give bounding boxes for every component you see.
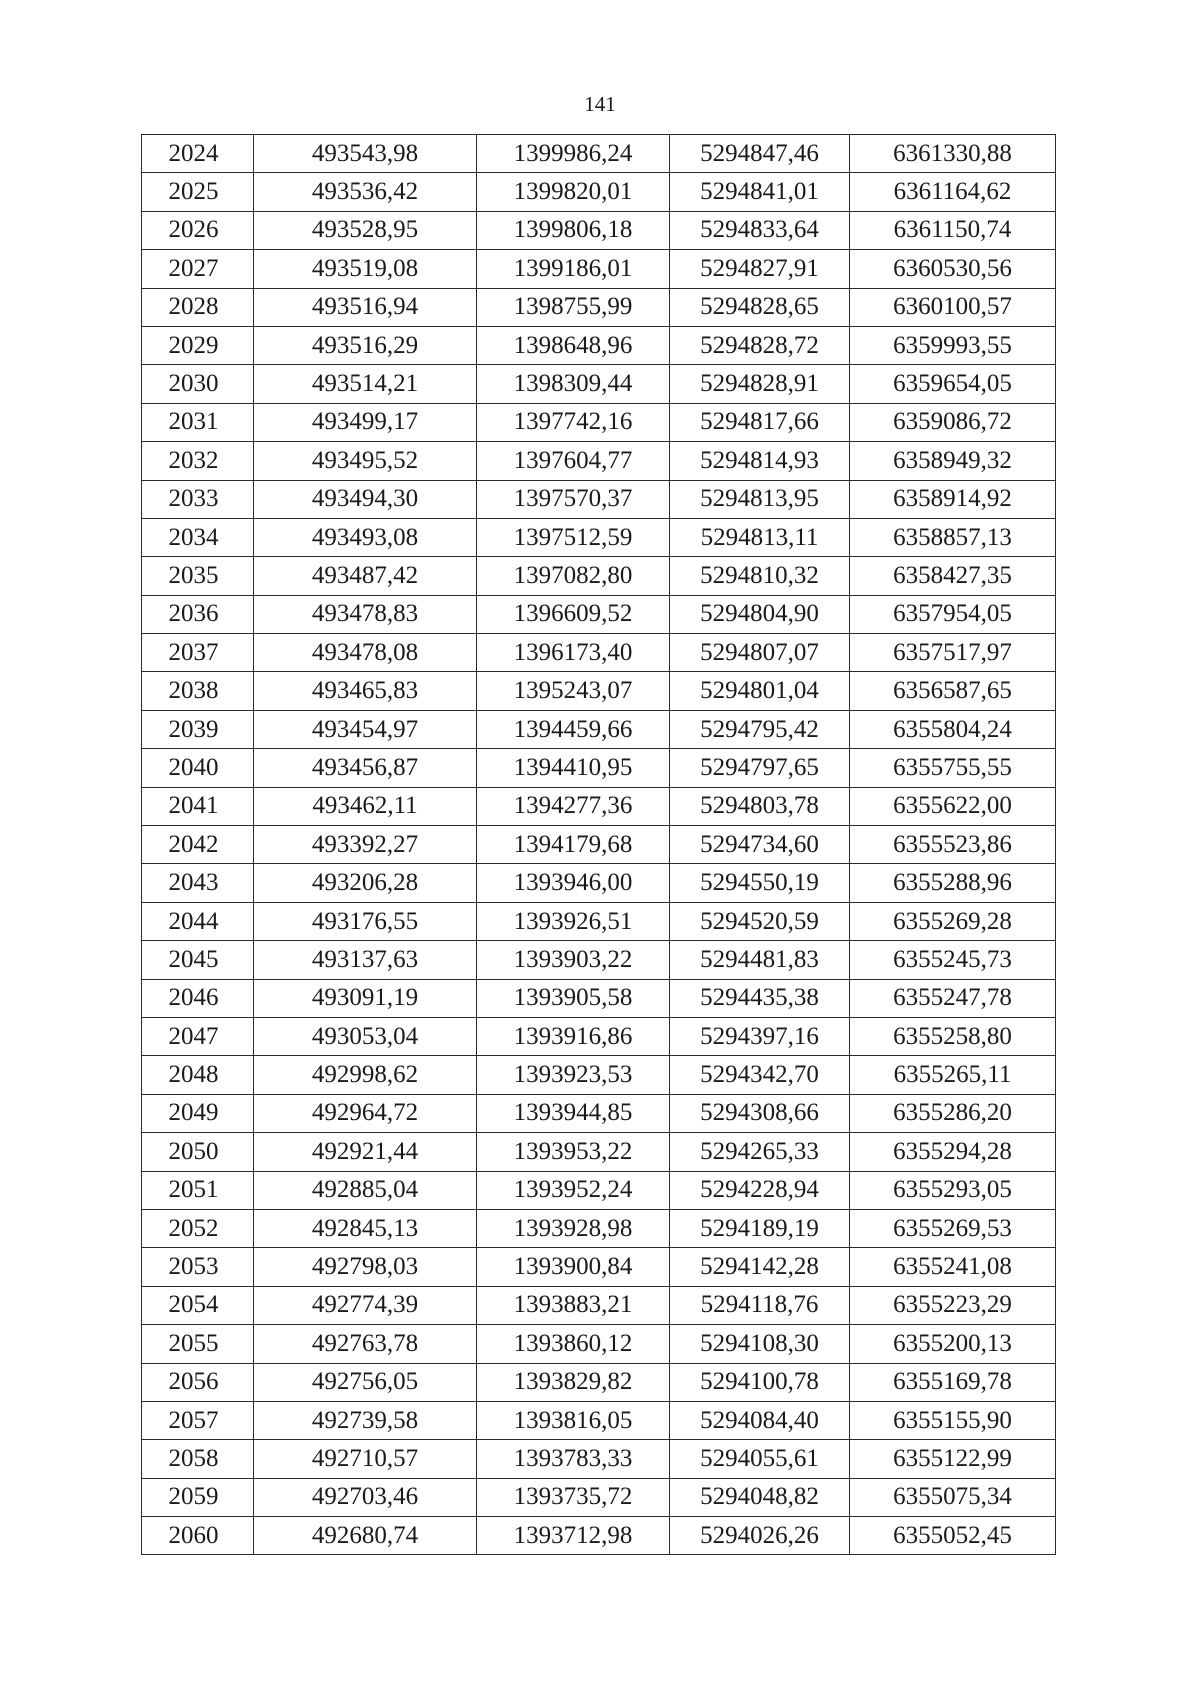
value-cell-3: 5294520,59 [670,902,850,940]
value-cell-1: 493462,11 [254,787,477,825]
year-cell: 2055 [142,1325,254,1363]
value-cell-4: 6355241,08 [850,1248,1056,1286]
value-cell-4: 6355155,90 [850,1401,1056,1439]
value-cell-2: 1393903,22 [477,941,670,979]
table-row [142,749,1056,787]
value-cell-4: 6355523,86 [850,826,1056,864]
value-cell-3: 5294265,33 [670,1133,850,1171]
value-cell-3: 5294308,66 [670,1094,850,1132]
value-cell-3: 5294550,19 [670,864,850,902]
year-cell: 2032 [142,442,254,480]
year-cell: 2030 [142,365,254,403]
value-cell-2: 1395243,07 [477,672,670,710]
value-cell-4: 6359086,72 [850,403,1056,441]
table-row [142,557,1056,595]
table-row [142,1133,1056,1171]
value-cell-1: 493519,08 [254,250,477,288]
value-cell-1: 493536,42 [254,173,477,211]
year-cell: 2036 [142,595,254,633]
value-cell-1: 493543,98 [254,135,477,173]
value-cell-1: 492921,44 [254,1133,477,1171]
value-cell-1: 493176,55 [254,902,477,940]
value-cell-2: 1393900,84 [477,1248,670,1286]
year-cell: 2041 [142,787,254,825]
value-cell-3: 5294828,65 [670,288,850,326]
value-cell-3: 5294803,78 [670,787,850,825]
table-row [142,710,1056,748]
value-cell-2: 1394179,68 [477,826,670,864]
value-cell-4: 6359654,05 [850,365,1056,403]
value-cell-2: 1393829,82 [477,1363,670,1401]
value-cell-1: 492774,39 [254,1286,477,1324]
value-cell-2: 1393860,12 [477,1325,670,1363]
table-row [142,173,1056,211]
value-cell-4: 6355294,28 [850,1133,1056,1171]
value-cell-3: 5294833,64 [670,211,850,249]
value-cell-3: 5294807,07 [670,634,850,672]
value-cell-3: 5294810,32 [670,557,850,595]
table-row [142,250,1056,288]
value-cell-4: 6358949,32 [850,442,1056,480]
value-cell-4: 6361164,62 [850,173,1056,211]
year-cell: 2034 [142,518,254,556]
table-row [142,135,1056,173]
value-cell-4: 6355258,80 [850,1017,1056,1055]
value-cell-3: 5294342,70 [670,1056,850,1094]
value-cell-4: 6355755,55 [850,749,1056,787]
value-cell-2: 1394410,95 [477,749,670,787]
value-cell-3: 5294804,90 [670,595,850,633]
table-row [142,1056,1056,1094]
value-cell-3: 5294828,72 [670,326,850,364]
value-cell-4: 6355052,45 [850,1517,1056,1555]
table-row [142,672,1056,710]
value-cell-3: 5294100,78 [670,1363,850,1401]
value-cell-3: 5294813,95 [670,480,850,518]
value-cell-1: 493465,83 [254,672,477,710]
table-row [142,941,1056,979]
value-cell-3: 5294397,16 [670,1017,850,1055]
value-cell-4: 6355288,96 [850,864,1056,902]
year-cell: 2051 [142,1171,254,1209]
value-cell-2: 1397512,59 [477,518,670,556]
value-cell-4: 6355200,13 [850,1325,1056,1363]
year-cell: 2047 [142,1017,254,1055]
year-cell: 2024 [142,135,254,173]
value-cell-1: 493206,28 [254,864,477,902]
year-cell: 2038 [142,672,254,710]
value-cell-3: 5294142,28 [670,1248,850,1286]
value-cell-1: 493392,27 [254,826,477,864]
table-row [142,288,1056,326]
table-row [142,595,1056,633]
year-cell: 2056 [142,1363,254,1401]
value-cell-4: 6355269,28 [850,902,1056,940]
value-cell-1: 492739,58 [254,1401,477,1439]
value-cell-4: 6355286,20 [850,1094,1056,1132]
value-cell-1: 493516,94 [254,288,477,326]
table-row [142,1517,1056,1555]
value-cell-4: 6355245,73 [850,941,1056,979]
value-cell-4: 6355269,53 [850,1209,1056,1247]
value-cell-2: 1393916,86 [477,1017,670,1055]
value-cell-3: 5294847,46 [670,135,850,173]
table-row [142,1325,1056,1363]
table-row [142,480,1056,518]
value-cell-2: 1397570,37 [477,480,670,518]
value-cell-1: 493528,95 [254,211,477,249]
value-cell-3: 5294734,60 [670,826,850,864]
year-cell: 2037 [142,634,254,672]
table-row [142,1209,1056,1247]
table-row [142,326,1056,364]
value-cell-3: 5294801,04 [670,672,850,710]
year-cell: 2035 [142,557,254,595]
value-cell-2: 1393946,00 [477,864,670,902]
year-cell: 2054 [142,1286,254,1324]
value-cell-1: 492964,72 [254,1094,477,1132]
value-cell-1: 492680,74 [254,1517,477,1555]
value-cell-2: 1399806,18 [477,211,670,249]
table-row [142,1017,1056,1055]
year-cell: 2043 [142,864,254,902]
value-cell-1: 492845,13 [254,1209,477,1247]
table-row [142,826,1056,864]
value-cell-2: 1394459,66 [477,710,670,748]
year-cell: 2053 [142,1248,254,1286]
value-cell-1: 493494,30 [254,480,477,518]
value-cell-4: 6355075,34 [850,1478,1056,1516]
value-cell-4: 6357517,97 [850,634,1056,672]
value-cell-1: 493454,97 [254,710,477,748]
value-cell-1: 492703,46 [254,1478,477,1516]
value-cell-4: 6355265,11 [850,1056,1056,1094]
value-cell-2: 1398309,44 [477,365,670,403]
value-cell-2: 1393735,72 [477,1478,670,1516]
value-cell-2: 1397082,80 [477,557,670,595]
year-cell: 2059 [142,1478,254,1516]
year-cell: 2052 [142,1209,254,1247]
value-cell-1: 493495,52 [254,442,477,480]
value-cell-1: 492998,62 [254,1056,477,1094]
year-cell: 2025 [142,173,254,211]
value-cell-1: 492763,78 [254,1325,477,1363]
table-row [142,1440,1056,1478]
table-row [142,442,1056,480]
year-cell: 2026 [142,211,254,249]
value-cell-1: 493514,21 [254,365,477,403]
value-cell-3: 5294189,19 [670,1209,850,1247]
year-cell: 2046 [142,979,254,1017]
value-cell-3: 5294108,30 [670,1325,850,1363]
value-cell-4: 6357954,05 [850,595,1056,633]
value-cell-4: 6356587,65 [850,672,1056,710]
value-cell-4: 6355247,78 [850,979,1056,1017]
value-cell-2: 1393928,98 [477,1209,670,1247]
value-cell-1: 493516,29 [254,326,477,364]
value-cell-3: 5294841,01 [670,173,850,211]
value-cell-2: 1393953,22 [477,1133,670,1171]
value-cell-3: 5294048,82 [670,1478,850,1516]
value-cell-4: 6355169,78 [850,1363,1056,1401]
value-cell-3: 5294055,61 [670,1440,850,1478]
value-cell-1: 492756,05 [254,1363,477,1401]
table-row [142,864,1056,902]
value-cell-4: 6358857,13 [850,518,1056,556]
value-cell-1: 493478,08 [254,634,477,672]
value-cell-1: 492885,04 [254,1171,477,1209]
value-cell-2: 1393905,58 [477,979,670,1017]
value-cell-4: 6355122,99 [850,1440,1056,1478]
value-cell-3: 5294026,26 [670,1517,850,1555]
value-cell-2: 1393883,21 [477,1286,670,1324]
value-cell-3: 5294118,76 [670,1286,850,1324]
value-cell-3: 5294797,65 [670,749,850,787]
value-cell-3: 5294795,42 [670,710,850,748]
value-cell-2: 1398648,96 [477,326,670,364]
value-cell-4: 6361150,74 [850,211,1056,249]
table-row [142,1363,1056,1401]
value-cell-4: 6360530,56 [850,250,1056,288]
value-cell-2: 1393816,05 [477,1401,670,1439]
table-row [142,1286,1056,1324]
value-cell-4: 6359993,55 [850,326,1056,364]
value-cell-2: 1399986,24 [477,135,670,173]
table-body [142,135,1056,1555]
data-table [141,134,1056,1555]
value-cell-1: 493091,19 [254,979,477,1017]
year-cell: 2031 [142,403,254,441]
table-row [142,1478,1056,1516]
value-cell-3: 5294228,94 [670,1171,850,1209]
value-cell-3: 5294813,11 [670,518,850,556]
year-cell: 2050 [142,1133,254,1171]
table-row [142,1401,1056,1439]
value-cell-2: 1393712,98 [477,1517,670,1555]
table-row [142,518,1056,556]
value-cell-1: 493493,08 [254,518,477,556]
value-cell-4: 6358914,92 [850,480,1056,518]
table-row [142,787,1056,825]
value-cell-1: 493137,63 [254,941,477,979]
table-row [142,365,1056,403]
value-cell-2: 1399186,01 [477,250,670,288]
year-cell: 2045 [142,941,254,979]
year-cell: 2039 [142,710,254,748]
year-cell: 2057 [142,1401,254,1439]
value-cell-4: 6358427,35 [850,557,1056,595]
value-cell-2: 1394277,36 [477,787,670,825]
value-cell-3: 5294084,40 [670,1401,850,1439]
value-cell-2: 1398755,99 [477,288,670,326]
value-cell-3: 5294817,66 [670,403,850,441]
table-row [142,979,1056,1017]
value-cell-2: 1397742,16 [477,403,670,441]
value-cell-2: 1396609,52 [477,595,670,633]
year-cell: 2060 [142,1517,254,1555]
year-cell: 2049 [142,1094,254,1132]
table-row [142,634,1056,672]
value-cell-1: 493053,04 [254,1017,477,1055]
value-cell-2: 1399820,01 [477,173,670,211]
year-cell: 2040 [142,749,254,787]
value-cell-3: 5294828,91 [670,365,850,403]
value-cell-4: 6361330,88 [850,135,1056,173]
year-cell: 2058 [142,1440,254,1478]
value-cell-4: 6355804,24 [850,710,1056,748]
value-cell-2: 1393944,85 [477,1094,670,1132]
value-cell-1: 493487,42 [254,557,477,595]
value-cell-3: 5294814,93 [670,442,850,480]
value-cell-3: 5294827,91 [670,250,850,288]
table-row [142,1094,1056,1132]
value-cell-2: 1393926,51 [477,902,670,940]
value-cell-2: 1393923,53 [477,1056,670,1094]
page-number: 141 [584,92,616,116]
value-cell-1: 493478,83 [254,595,477,633]
value-cell-1: 492710,57 [254,1440,477,1478]
year-cell: 2044 [142,902,254,940]
value-cell-4: 6355622,00 [850,787,1056,825]
year-cell: 2042 [142,826,254,864]
table-row [142,403,1056,441]
year-cell: 2028 [142,288,254,326]
year-cell: 2027 [142,250,254,288]
value-cell-1: 492798,03 [254,1248,477,1286]
value-cell-4: 6360100,57 [850,288,1056,326]
table-row [142,1248,1056,1286]
value-cell-3: 5294435,38 [670,979,850,1017]
year-cell: 2029 [142,326,254,364]
value-cell-3: 5294481,83 [670,941,850,979]
value-cell-1: 493456,87 [254,749,477,787]
value-cell-2: 1396173,40 [477,634,670,672]
value-cell-2: 1393952,24 [477,1171,670,1209]
year-cell: 2048 [142,1056,254,1094]
value-cell-2: 1393783,33 [477,1440,670,1478]
value-cell-4: 6355293,05 [850,1171,1056,1209]
value-cell-1: 493499,17 [254,403,477,441]
table-row [142,902,1056,940]
year-cell: 2033 [142,480,254,518]
value-cell-4: 6355223,29 [850,1286,1056,1324]
table-row [142,1171,1056,1209]
value-cell-2: 1397604,77 [477,442,670,480]
table-row [142,211,1056,249]
